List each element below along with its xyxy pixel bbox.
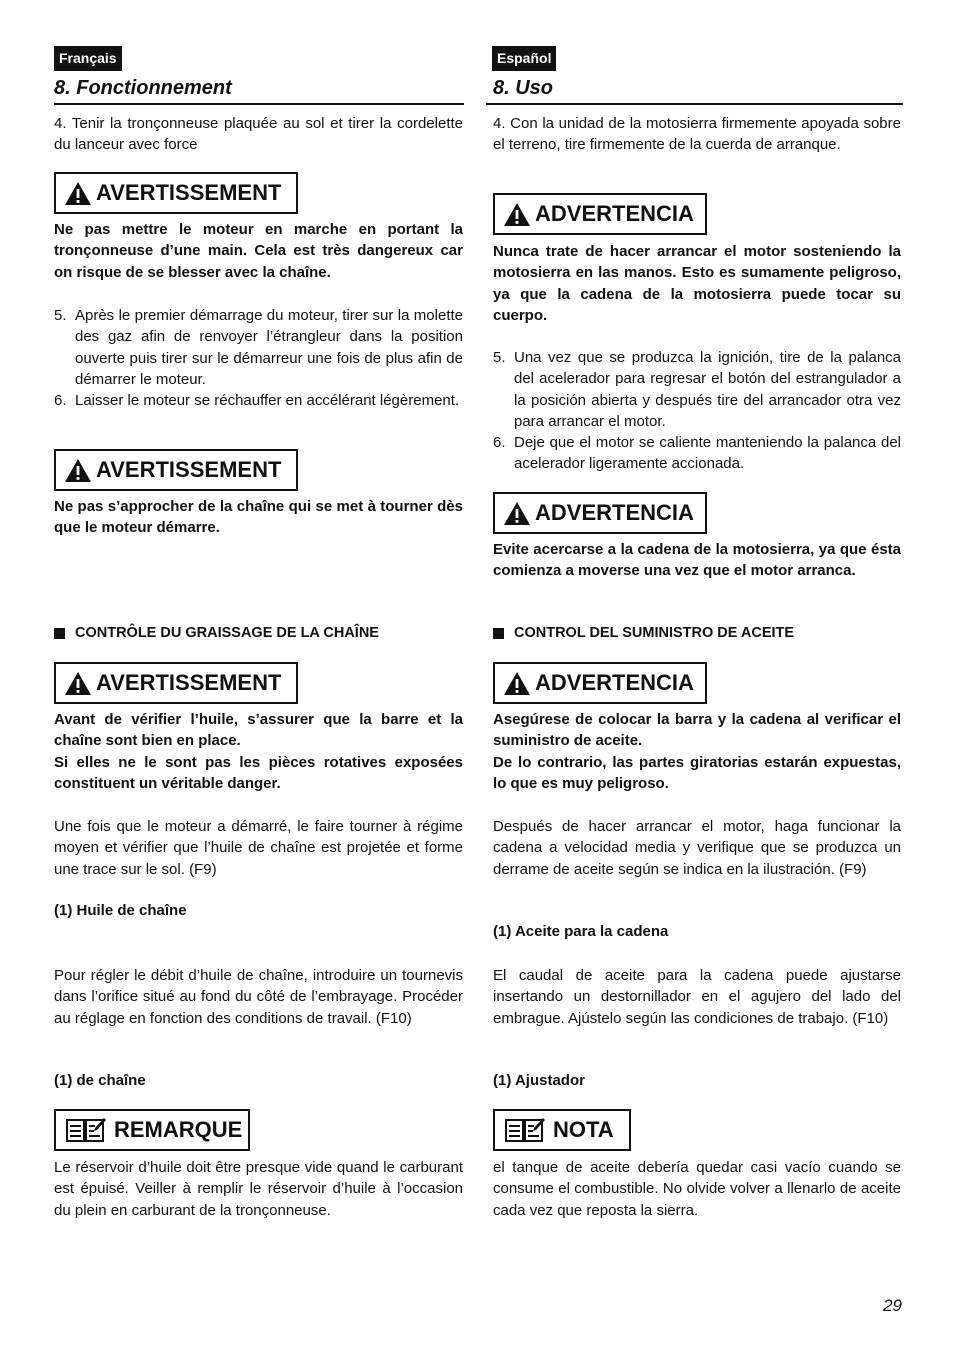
es-note-text: el tanque de aceite debería quedar casi vacío cuando se consume el combustible. No olvide volver a llenarlo de aceite cada vez que reposta la sierra. [493, 1159, 901, 1219]
fr-paragraph-2: Pour régler le débit d’huile de chaîne, introduire un tournevis dans l’orifice situé au fond du côté de l’embrayage. Procéder au réglage en fonction des conditions de travail. (F10) [54, 967, 463, 1027]
fr-warning-box-1 [54, 172, 298, 214]
fr-section-heading [54, 625, 379, 641]
open-book-pencil-icon [66, 1117, 106, 1143]
header-rule-right [486, 103, 903, 105]
fr-step-6 [54, 390, 463, 411]
warning-triangle-icon [64, 671, 92, 696]
es-step-6-text: Deje que el motor se caliente manteniendo la palanca del acelerador ligeramente accionada. [514, 434, 901, 473]
warning-triangle-icon [503, 202, 531, 227]
es-warning-label-1: ADVERTENCIA [535, 201, 694, 226]
fr-warning-box-2 [54, 449, 298, 491]
fr-step-4: 4. Tenir la tronçonneuse plaquée au sol et tirer la cordelette du lanceur avec force [54, 115, 463, 154]
es-warning-text-2: Evite acercarse a la cadena de la motosierra, ya que ésta comienza a moverse una vez que el motor arranca. [493, 541, 901, 580]
fr-step-6-text: Laisser le moteur se réchauffer en accélérant légèrement. [75, 392, 460, 409]
fr-note-label: REMARQUE [114, 1117, 243, 1142]
es-step-5 [493, 347, 901, 432]
square-bullet-icon [493, 628, 504, 639]
page-number: 29 [883, 1296, 902, 1315]
section-title-spanish: 8. Uso [493, 77, 554, 99]
es-note-label: NOTA [553, 1117, 614, 1142]
es-warning-text-1: Nunca trate de hacer arrancar el motor sosteniendo la motosierra en las manos. Esto es sumamente peligroso, ya que la cadena de la motosierra puede tocar su cuerpo. [493, 243, 901, 324]
es-step-5-text: Una vez que se produzca la ignición, tire de la palanca del acelerador para regresar el botón del estrangulador a la posición abierta y después tire del arrancador otra vez para arrancar el motor. [514, 349, 901, 430]
fr-note-text: Le réservoir d’huile doit être presque vide quand le carburant est épuisé. Veiller à remplir le réservoir d’huile à l’occasion du plein en carburant de la tronçonneuse. [54, 1159, 463, 1219]
es-section-heading-text: CONTROL DEL SUMINISTRO DE ACEITE [514, 625, 795, 641]
warning-triangle-icon [64, 181, 92, 206]
es-warning-text-3b: De lo contrario, las partes giratorias estarán expuestas, lo que es muy peligroso. [493, 754, 901, 793]
es-warning-box-2 [493, 492, 707, 534]
es-paragraph-2: El caudal de aceite para la cadena puede ajustarse insertando un destornillador en el agujero del lado del embrague. Ajústelo según las condiciones de trabajo. (F10) [493, 967, 901, 1027]
es-note-box [493, 1109, 631, 1151]
open-book-pencil-icon [505, 1117, 545, 1143]
fr-section-heading-text: CONTRÔLE DU GRAISSAGE DE LA CHAÎNE [75, 625, 379, 641]
es-caption-2: (1) Ajustador [493, 1072, 585, 1089]
square-bullet-icon [54, 628, 65, 639]
es-warning-label-3: ADVERTENCIA [535, 670, 694, 695]
warning-triangle-icon [64, 458, 92, 483]
es-caption-1: (1) Aceite para la cadena [493, 923, 669, 940]
fr-warning-label-3: AVERTISSEMENT [96, 670, 282, 695]
fr-warning-label-2: AVERTISSEMENT [96, 457, 282, 482]
fr-warning-box-3 [54, 662, 298, 704]
es-step-6-number: 6. [493, 434, 506, 451]
es-warning-text-3a: Asegúrese de colocar la barra y la cadena al verificar el suministro de aceite. [493, 711, 901, 750]
es-step-5-number: 5. [493, 349, 506, 366]
language-tab-spanish: Español [492, 46, 556, 71]
fr-warning-label-1: AVERTISSEMENT [96, 180, 282, 205]
fr-warning-text-2: Ne pas s’approcher de la chaîne qui se met à tourner dès que le moteur démarre. [54, 498, 463, 537]
warning-triangle-icon [503, 501, 531, 526]
es-step-4: 4. Con la unidad de la motosierra firmemente apoyada sobre el terreno, tire firmemente de la cuerda de arranque. [493, 115, 901, 154]
fr-step-5 [54, 305, 463, 390]
section-title-french: 8. Fonctionnement [54, 77, 232, 99]
fr-step-5-text: Après le premier démarrage du moteur, tirer sur la molette des gaz afin de renvoyer l’étrangleur dans la position ouverte puis tirer sur le démarreur une fois de plus afin de démarrer le moteur. [75, 307, 463, 388]
fr-note-box [54, 1109, 250, 1151]
fr-step-6-number: 6. [54, 392, 67, 409]
fr-step-5-number: 5. [54, 307, 67, 324]
es-paragraph-1: Después de hacer arrancar el motor, haga funcionar la cadena a velocidad media y verifique que se produzca un derrame de aceite según se indica en la ilustración. (F9) [493, 818, 901, 878]
header-rule-left [54, 103, 464, 105]
fr-warning-text-3a: Avant de vérifier l’huile, s’assurer que la barre et la chaîne sont bien en place. [54, 711, 463, 750]
fr-warning-text-1: Ne pas mettre le moteur en marche en portant la tronçonneuse d’une main. Cela est très dangereux car on risque de se blesser avec la chaîne. [54, 221, 463, 281]
fr-caption-1: (1) Huile de chaîne [54, 902, 187, 919]
warning-triangle-icon [503, 671, 531, 696]
es-step-6 [493, 432, 901, 475]
es-section-heading [493, 625, 794, 641]
fr-caption-2: (1) de chaîne [54, 1072, 146, 1089]
es-warning-box-3 [493, 662, 707, 704]
es-warning-box-1 [493, 193, 707, 235]
fr-warning-text-3b: Si elles ne le sont pas les pièces rotatives exposées constituent un véritable danger. [54, 754, 463, 793]
language-tab-french: Français [54, 46, 122, 71]
es-warning-label-2: ADVERTENCIA [535, 500, 694, 525]
fr-paragraph-1: Une fois que le moteur a démarré, le faire tourner à régime moyen et vérifier que l’huile de chaîne est projetée et forme une trace sur le sol. (F9) [54, 818, 463, 878]
